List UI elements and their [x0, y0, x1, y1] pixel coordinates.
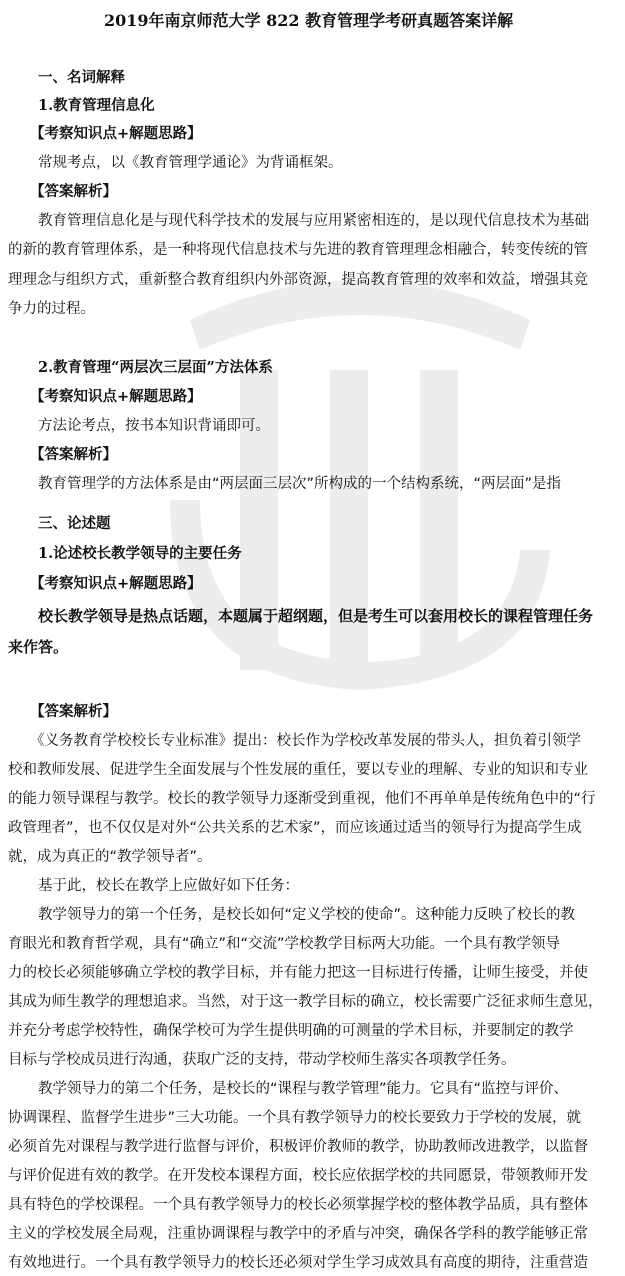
answer-line: 校和教师发展、促进学生全面发展与个性发展的重任，要以专业的理解、专业的知识和专业 [8, 762, 588, 778]
answer-line: 并充分考虑学校特性，确保学校可为学生提供明确的可测量的学术目标，并要制定的教学 [8, 1023, 574, 1039]
answer-line: 教育管理信息化是与现代科学技术的发展与应用紧密相连的，是以现代信息技术为基础 [38, 213, 589, 229]
answer-line: 的新的教育管理体系，是一种将现代信息技术与先进的教育管理理念相融合，转变传统的管 [8, 242, 588, 258]
answer-line: 其成为师生教学的理想追求。当然，对于这一教学目标的确立，校长需要广泛征求师生意见， [8, 994, 603, 1010]
answer-line: 必须首先对课程与教学进行监督与评价，积极评价教师的教学，协助教师改进教学，以监督 [8, 1139, 588, 1155]
answer-line: 就，成为真正的“教学领导者”。 [8, 849, 212, 865]
answer-label: 【答案解析】 [30, 184, 117, 200]
answer-line: 具有特色的学校课程。一个具有教学领导力的校长必须掌握学校的整体教学品质，具有整体 [8, 1197, 588, 1213]
answer-line: 《义务教育学校校长专业标准》提出：校长作为学校改革发展的带头人，担负着引领学 [30, 733, 581, 749]
answer-line: 与评价促进有效的教学。在开发校本课程方面，校长应依据学校的共同愿景，带领教师开发 [8, 1168, 588, 1184]
answer-line: 基于此，校长在教学上应做好如下任务： [38, 878, 299, 894]
answer-line: 教育管理学的方法体系是由“两层面三层次”所构成的一个结构系统，“两层面”是指 [38, 476, 562, 492]
answer-line: 政管理者”，也不仅仅是对外“公共关系的艺术家”，而应该通过适当的领导行为提高学生成 [8, 820, 582, 836]
section-heading-essay: 三、论述题 [38, 516, 111, 532]
points-text: 方法论考点，按书本知识背诵即可。 [38, 418, 270, 434]
answer-line: 教学领导力的第二个任务，是校长的“课程与教学管理”能力。它具有“监控与评价、 [38, 1081, 569, 1097]
answer-line: 的能力领导课程与教学。校长的教学领导力逐渐受到重视，他们不再单单是传统角色中的“行 [8, 791, 596, 807]
points-text: 校长教学领导是热点话题，本题属于超纲题，但是考生可以套用校长的课程管理任务 [38, 607, 594, 625]
answer-line: 力的校长必须能够确立学校的教学目标，并有能力把这一目标进行传播，让师生接受，并使 [8, 965, 588, 981]
question-title: 1.教育管理信息化 [38, 97, 155, 114]
answer-line: 目标与学校成员进行沟通，获取广泛的支持，带动学校师生落实各项教学任务。 [8, 1052, 516, 1068]
points-text: 来作答。 [8, 638, 69, 656]
page-title: 2019年南京师范大学 822 教育管理学考研真题答案详解 [104, 11, 514, 30]
answer-line: 主义的学校发展全局观，注重协调课程与教学中的矛盾与冲突，确保各学科的教学能够正常 [8, 1226, 588, 1242]
question-title: 1.论述校长教学领导的主要任务 [38, 545, 242, 562]
answer-label: 【答案解析】 [30, 447, 117, 463]
section-heading-terms: 一、名词解释 [38, 70, 125, 86]
answer-line: 争力的过程。 [8, 301, 95, 317]
points-label: 【考察知识点+解题思路】 [30, 576, 202, 592]
answer-line: 协调课程、监督学生进步”三大功能。一个具有教学领导力的校长要致力于学校的发展，就 [8, 1110, 582, 1126]
answer-line: 有效地进行。一个具有教学领导力的校长还必须对学生学习成效具有高度的期待，注重营造 [8, 1255, 588, 1271]
answer-line: 教学领导力的第一个任务，是校长如何“定义学校的使命”。这种能力反映了校长的教 [38, 907, 576, 923]
answer-line: 理理念与组织方式，重新整合教育组织内外部资源，提高教育管理的效率和效益，增强其竞 [8, 272, 588, 288]
points-label: 【考察知识点+解题思路】 [30, 126, 202, 142]
answer-line: 育眼光和教育哲学观，具有“确立”和“交流”学校教学目标两大功能。一个具有教学领导 [8, 936, 561, 952]
points-label: 【考察知识点+解题思路】 [30, 389, 202, 405]
points-text: 常规考点，以《教育管理学通论》为背诵框架。 [38, 155, 343, 171]
answer-label: 【答案解析】 [30, 704, 117, 720]
question-title: 2.教育管理“两层次三层面”方法体系 [38, 359, 273, 376]
